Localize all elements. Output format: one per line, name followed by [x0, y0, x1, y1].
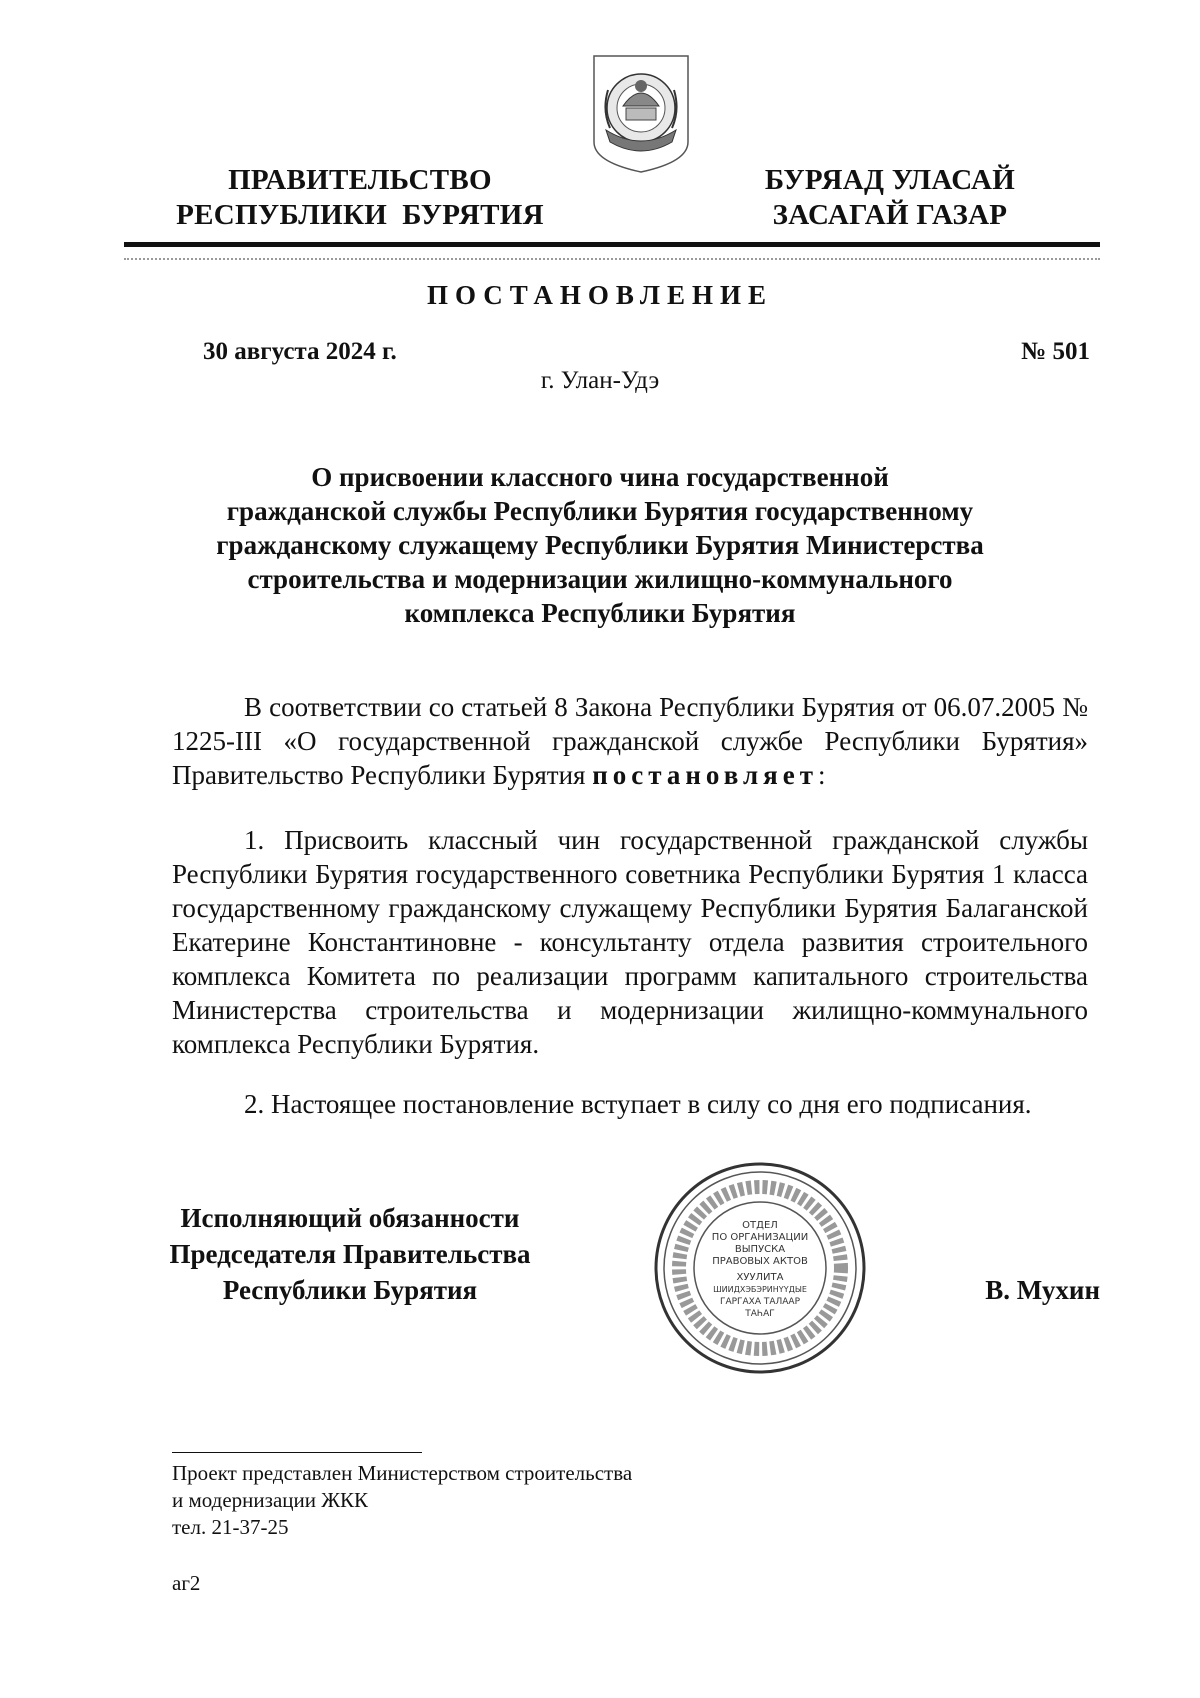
header-right-line2: ЗАСАГАЙ ГАЗАР	[772, 199, 1008, 231]
footer-code: аг2	[172, 1571, 201, 1595]
stamp-line-5: ХУУЛИТА	[736, 1272, 784, 1283]
document-date: 30 августа 2024 г.	[203, 338, 397, 365]
stamp-line-4: ПРАВОВЫХ АКТОВ	[712, 1256, 808, 1267]
footer-line-1: Проект представлен Министерством строительства	[172, 1461, 633, 1485]
subject-line-4: строительства и модернизации жилищно-коммунального	[247, 564, 953, 594]
intro-text: В соответствии со статьей 8 Закона Республики Бурятия от 06.07.2005 № 1225-III «О государственной гражданской службе Республики Бурятия» Правительство Республики Бурятия	[172, 692, 1088, 790]
stamp-line-3: ВЫПУСКА	[734, 1244, 786, 1255]
stamp-line-6: ШИИДХЭБЭРИНҮҮДЫЕ	[713, 1285, 807, 1294]
intro-verb: постановляет	[592, 760, 818, 790]
header-right-line1: БУРЯАД УЛАСАЙ	[764, 164, 1016, 196]
body-intro	[172, 690, 1088, 792]
document-city: г. Улан-Удэ	[540, 367, 660, 394]
header-left-line2: РЕСПУБЛИКИ БУРЯТИЯ	[176, 199, 544, 231]
subject-line-5: комплекса Республики Бурятия	[404, 598, 796, 628]
stamp-line-8: ТАҺАГ	[745, 1309, 775, 1319]
signatory-title	[140, 1200, 560, 1308]
stamp-line-1: ОТДЕЛ	[742, 1220, 778, 1231]
subject-line-3: гражданскому служащему Республики Бурятия Министерства	[216, 530, 984, 560]
footer-divider	[172, 1452, 422, 1453]
document-type: ПОСТАНОВЛЕНИЕ	[426, 280, 774, 310]
subject-line-1: О присвоении классного чина государственной	[311, 462, 889, 492]
document-subject	[160, 460, 1040, 630]
stamp-line-7: ГАРГАХА ТАЛААР	[719, 1297, 801, 1307]
header-left-line1: ПРАВИТЕЛЬСТВО	[228, 164, 492, 196]
item-2-text: 2. Настоящее постановление вступает в силу со дня его подписания.	[244, 1089, 1032, 1119]
official-seal-stamp	[650, 1158, 870, 1378]
body-item-1	[172, 823, 1088, 1061]
signatory-name: В. Мухин	[985, 1275, 1100, 1305]
footer-line-3: тел. 21-37-25	[172, 1515, 289, 1539]
intro-end: :	[817, 760, 826, 790]
stamp-line-2: ПО ОРГАНИЗАЦИИ	[711, 1232, 809, 1243]
footer-note	[172, 1460, 632, 1541]
signatory-title-line1: Исполняющий обязанности	[180, 1203, 520, 1233]
header-divider-thick	[124, 242, 1100, 247]
body-item-2	[172, 1087, 1088, 1121]
footer-line-2: и модернизации ЖКК	[172, 1488, 369, 1512]
coat-of-arms-emblem	[588, 50, 694, 176]
document-number: № 501	[1021, 338, 1090, 365]
signatory-title-line3: Республики Бурятия	[222, 1275, 478, 1305]
item-1-text: 1. Присвоить классный чин государственной гражданской службы Республики Бурятия государственного советника Республики Бурятия 1 класса государственному гражданскому служащему Республики Бурятия Балаганской Екатерине Константиновне - консультанту отдела развития строительного комплекса Комитета по реализации программ капитального строительства Министерства строительства и модернизации жилищно-коммунального комплекса Республики Бурятия.	[172, 825, 1088, 1059]
subject-line-2: гражданской службы Республики Бурятия государственному	[226, 496, 974, 526]
signatory-title-line2: Председателя Правительства	[169, 1239, 531, 1269]
header-divider-thin	[124, 258, 1100, 260]
